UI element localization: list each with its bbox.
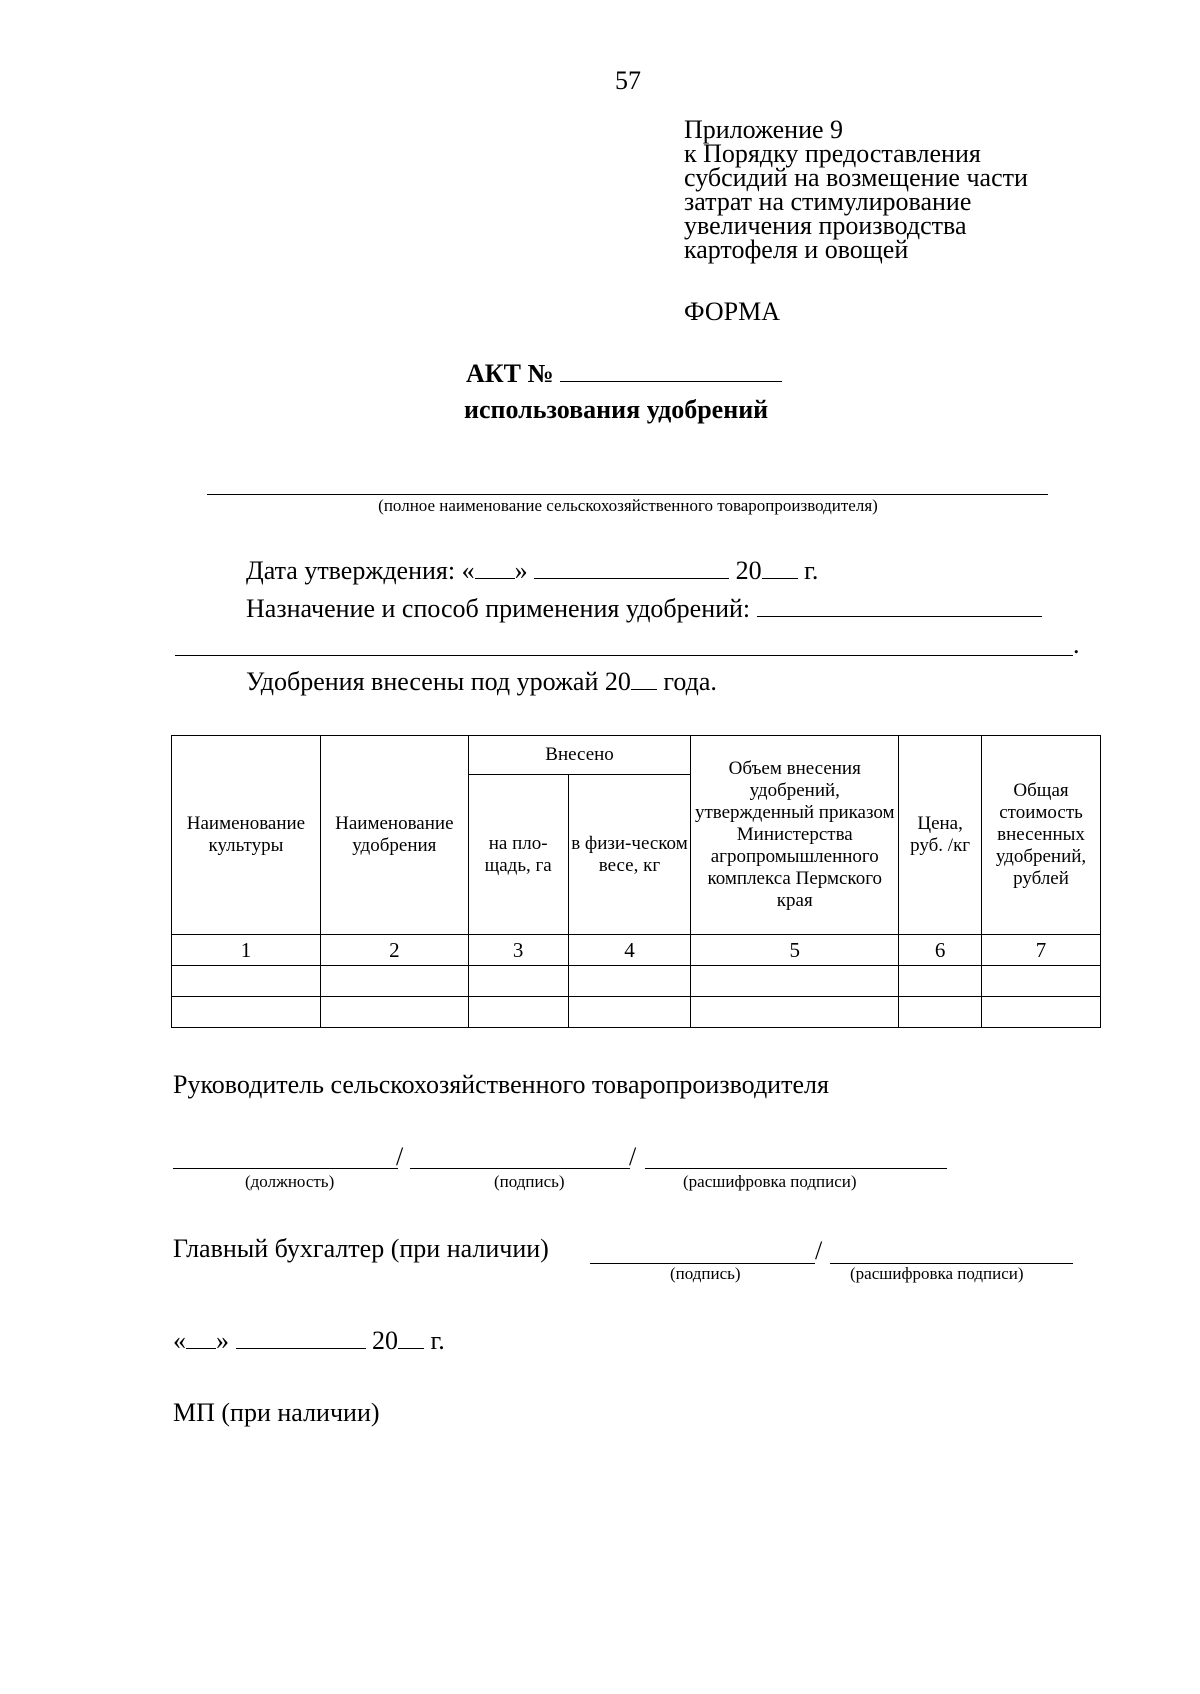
appendix-line: картофеля и овощей <box>684 235 909 264</box>
period: . <box>1073 630 1080 659</box>
column-number: 6 <box>899 935 982 966</box>
header-crop: Наименование культуры <box>172 736 321 935</box>
table-cell[interactable] <box>468 997 568 1028</box>
header-applied: Внесено <box>468 736 691 775</box>
appendix-line: затрат на стимулирование <box>684 187 972 216</box>
header-area: на пло-щадь, га <box>468 775 568 935</box>
date-quote: « <box>173 1326 186 1355</box>
slash: / <box>815 1236 823 1265</box>
table-cell[interactable] <box>172 997 321 1028</box>
appendix-block <box>684 115 1028 264</box>
signature-caption: (подпись) <box>494 1172 565 1191</box>
year-prefix: 20 <box>735 556 762 585</box>
column-number: 3 <box>468 935 568 966</box>
final-month-field[interactable] <box>236 1348 366 1349</box>
appendix-line: Приложение 9 <box>684 115 844 144</box>
column-number: 4 <box>568 935 691 966</box>
purpose-field[interactable] <box>757 616 1042 617</box>
header-total-cost: Общая стоимость внесенных удобрений, рублей <box>982 736 1101 935</box>
head-signature-decoding-field[interactable] <box>645 1168 947 1169</box>
table-cell[interactable] <box>691 997 899 1028</box>
harvest-line <box>246 667 717 697</box>
slash: / <box>629 1142 637 1171</box>
page-number: 57 <box>615 66 641 95</box>
act-title <box>466 359 782 389</box>
table-cell[interactable] <box>982 966 1101 997</box>
date-quote: » <box>216 1326 229 1355</box>
decoding-caption: (расшифровка подписи) <box>850 1264 1024 1283</box>
table-cell[interactable] <box>468 966 568 997</box>
month-field[interactable] <box>534 578 729 579</box>
table-cell[interactable] <box>899 997 982 1028</box>
table-cell[interactable] <box>172 966 321 997</box>
slash: / <box>396 1142 404 1171</box>
year-prefix: 20 <box>372 1326 398 1355</box>
table-cell[interactable] <box>691 966 899 997</box>
appendix-line: субсидий на возмещение части <box>684 163 1028 192</box>
producer-caption: (полное наименование сельскохозяйственного товаропроизводителя) <box>378 496 878 515</box>
table-cell[interactable] <box>320 997 468 1028</box>
header-weight: в физи-ческом весе, кг <box>568 775 691 935</box>
purpose-label: Назначение и способ применения удобрений: <box>246 594 751 623</box>
final-date-line <box>173 1326 445 1356</box>
purpose-line <box>246 594 1042 624</box>
table-cell[interactable] <box>899 966 982 997</box>
header-fertilizer: Наименование удобрения <box>320 736 468 935</box>
table-cell[interactable] <box>568 966 691 997</box>
table-cell[interactable] <box>320 966 468 997</box>
appendix-line: увеличения производства <box>684 211 967 240</box>
column-number: 7 <box>982 935 1101 966</box>
head-label: Руководитель сельскохозяйственного товаропроизводителя <box>173 1070 829 1099</box>
act-number-label: АКТ № <box>466 359 554 388</box>
purpose-field-continued[interactable] <box>175 655 1073 656</box>
day-field[interactable] <box>475 578 515 579</box>
signature-caption: (подпись) <box>670 1264 741 1283</box>
table-cell[interactable] <box>568 997 691 1028</box>
harvest-year-field[interactable] <box>631 689 657 690</box>
harvest-label: Удобрения внесены под урожай 20 <box>246 667 631 696</box>
date-quote: » <box>514 556 528 585</box>
header-price: Цена, руб. /кг <box>899 736 982 935</box>
table-cell[interactable] <box>982 997 1101 1028</box>
table-row <box>172 997 1101 1028</box>
harvest-suffix: года. <box>663 667 717 696</box>
column-number: 1 <box>172 935 321 966</box>
column-number: 2 <box>320 935 468 966</box>
header-approved-volume: Объем внесения удобрений, утвержденный приказом Министерства агропромышленного комплекса Пермского края <box>691 736 899 935</box>
table-row <box>172 966 1101 997</box>
fertilizer-table <box>171 735 1101 1028</box>
decoding-caption: (расшифровка подписи) <box>683 1172 857 1191</box>
head-signature-field[interactable] <box>410 1168 630 1169</box>
approval-date-line <box>246 556 818 586</box>
position-field[interactable] <box>173 1168 398 1169</box>
form-label: ФОРМА <box>684 297 780 326</box>
position-caption: (должность) <box>245 1172 335 1191</box>
act-number-field[interactable] <box>560 381 782 382</box>
act-subtitle: использования удобрений <box>464 395 769 424</box>
stamp-label: МП (при наличии) <box>173 1398 380 1427</box>
year-field[interactable] <box>762 578 798 579</box>
final-year-field[interactable] <box>398 1348 424 1349</box>
accountant-label: Главный бухгалтер (при наличии) <box>173 1234 549 1263</box>
year-suffix: г. <box>804 556 819 585</box>
year-suffix: г. <box>430 1326 445 1355</box>
final-day-field[interactable] <box>186 1348 216 1349</box>
producer-name-field[interactable] <box>207 494 1048 495</box>
column-numbers-row <box>172 935 1101 966</box>
appendix-line: к Порядку предоставления <box>684 139 981 168</box>
date-label: Дата утверждения: « <box>246 556 475 585</box>
column-number: 5 <box>691 935 899 966</box>
